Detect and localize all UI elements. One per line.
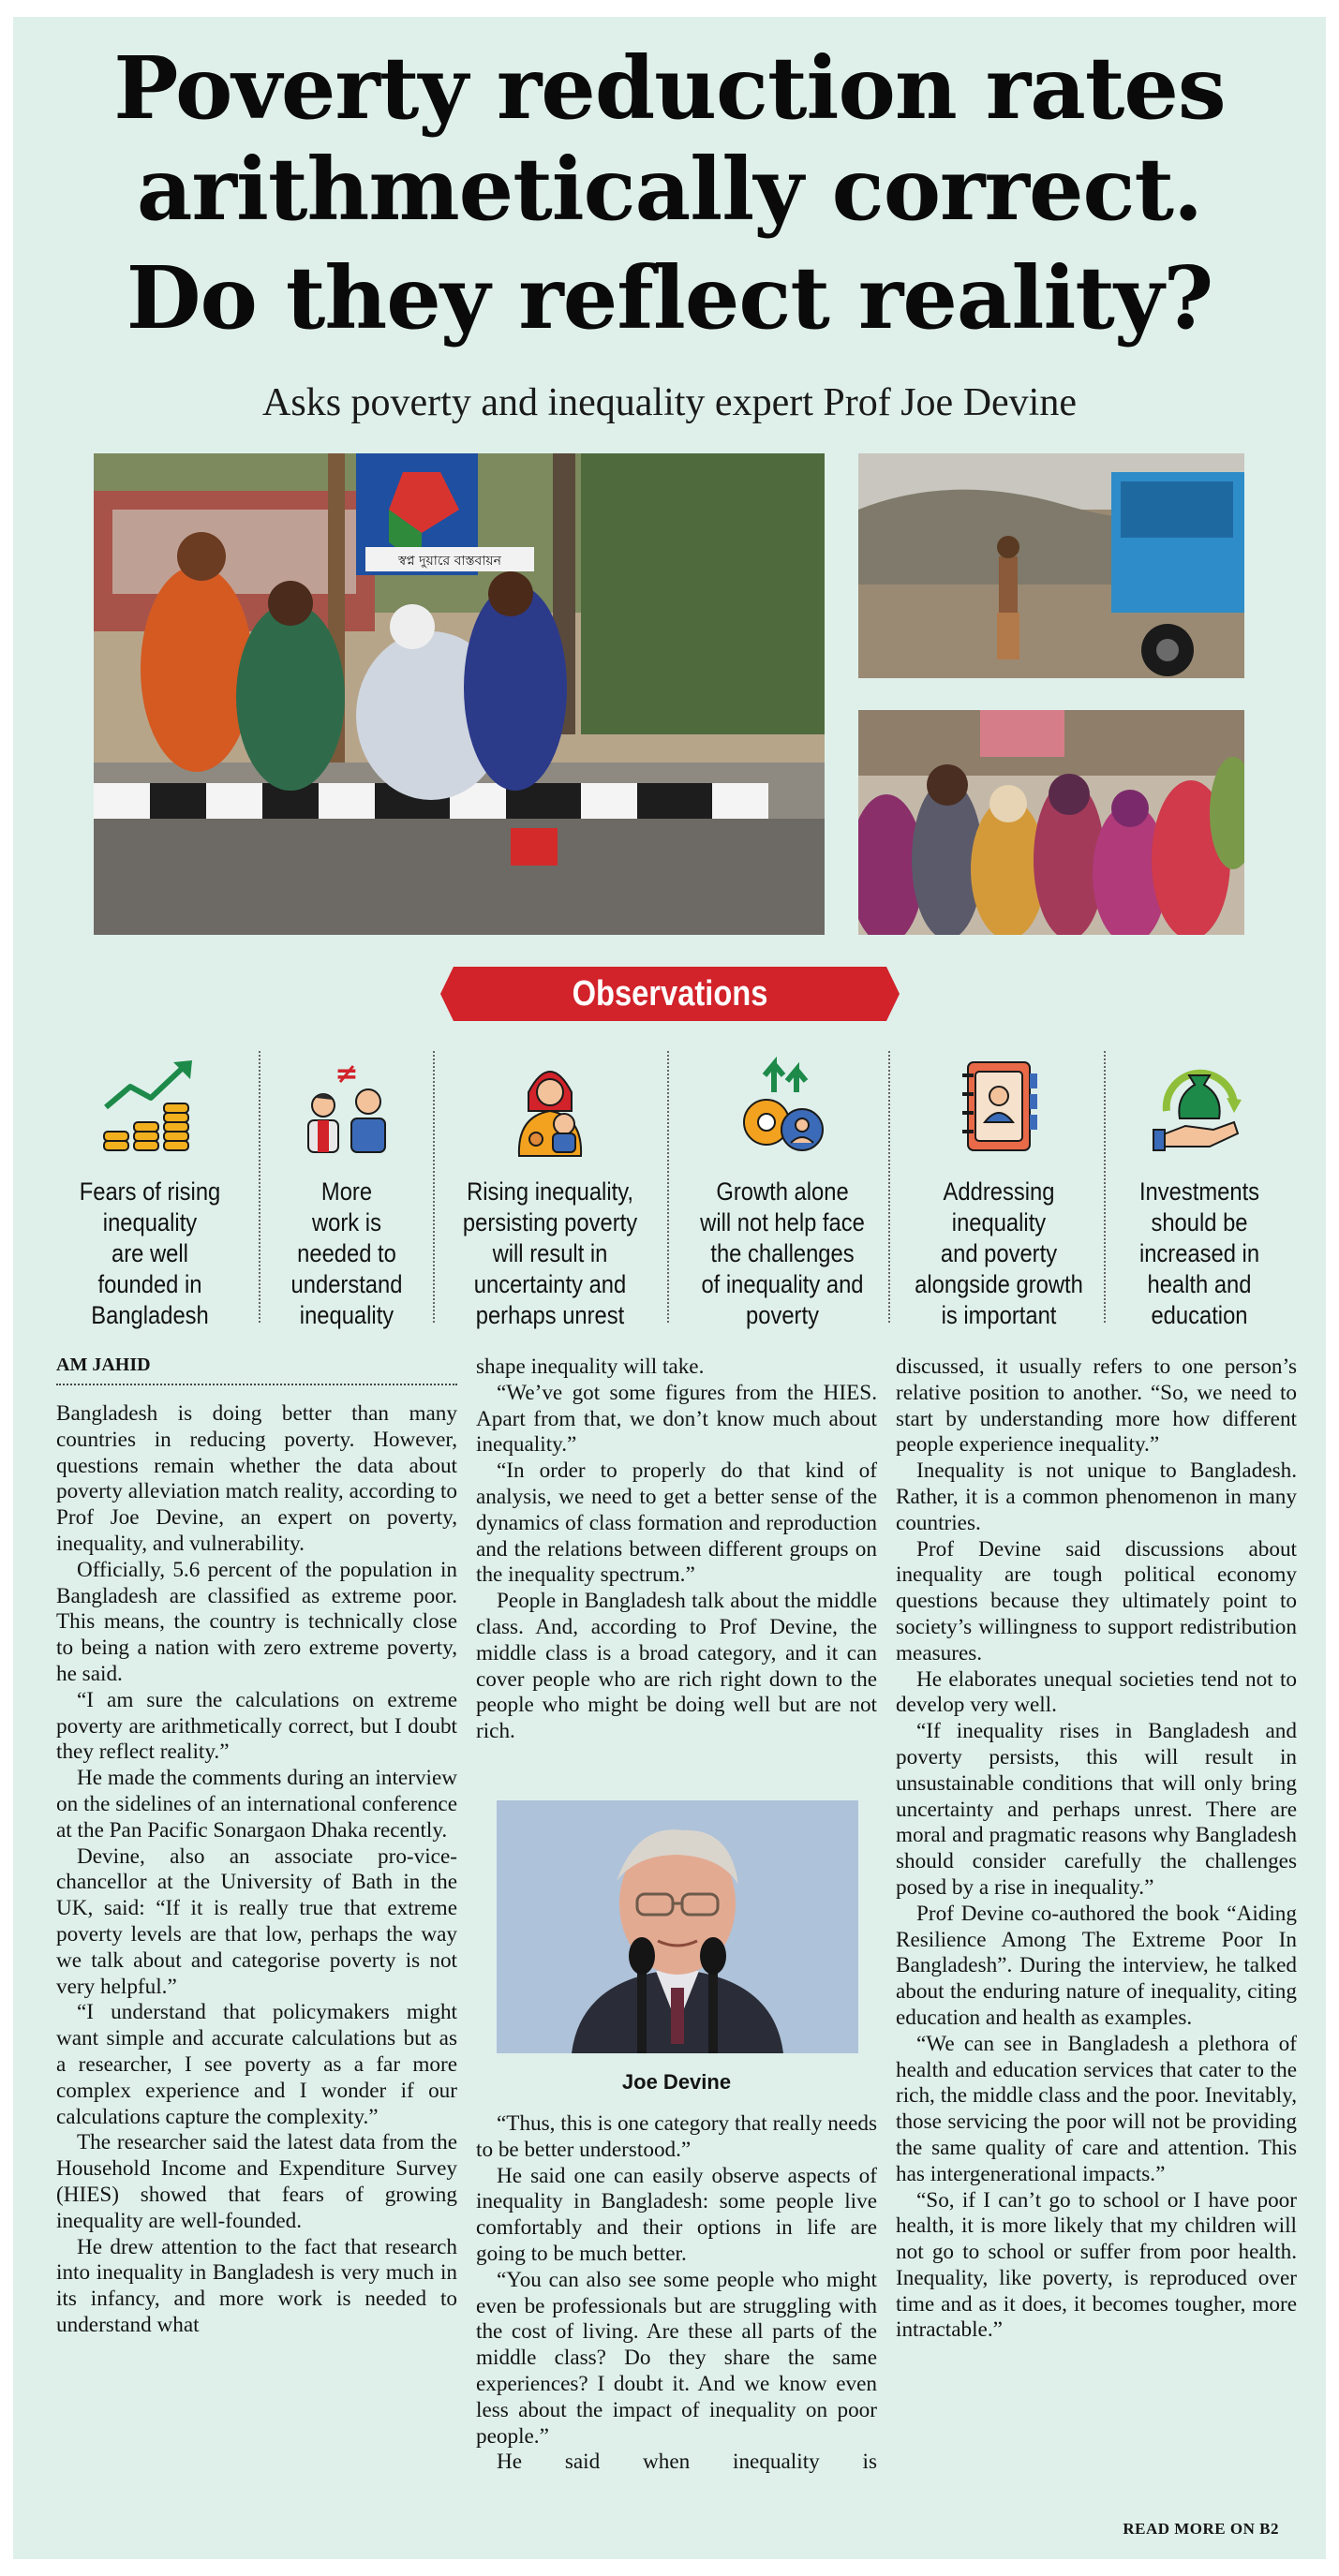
paragraph: “I am sure the calculations on extreme poverty are arithmetically correct, but I doubt they reflect reality.” <box>56 1687 457 1765</box>
growth-gears-icon <box>731 1055 834 1158</box>
paragraph: “We can see in Bangladesh a plethora of health and education services that cater to the rich, the middle class and the poor. Inevitably, those servicing the poor will not be providing the same quality of care and attention. This has intergenerational impacts.” <box>896 2031 1297 2186</box>
headline-line-3: Do they reflect reality? <box>126 247 1213 348</box>
observation-divider <box>667 1051 669 1323</box>
poor-mother-child-icon <box>498 1055 602 1158</box>
observation-text-3: Rising inequality, persisting poverty will result in uncertainty and perhaps unrest <box>462 1177 638 1329</box>
observation-text-6: Investments should be increased in health and education <box>1138 1177 1260 1329</box>
paragraph: People in Bangladesh talk about the middle class. And, according to Prof Devine, the middle class is a broad category, and it can cover people who are rich right down to the people who might be doing well but are not rich. <box>476 1589 877 1744</box>
observation-text-2: More work is needed to understand inequality <box>290 1177 403 1329</box>
photo-roadside-people <box>94 453 825 935</box>
paragraph: Prof Devine co-authored the book “Aiding Resilience Among The Extreme Poor In Bangladesh”. During the interview, he talked about the enduring nature of inequality, citing education and health as examples. <box>896 1901 1297 2030</box>
paragraph: “We’ve got some figures from the HIES. Apart from that, we don’t know much about inequality.” <box>476 1380 877 1458</box>
paragraph: discussed, it usually refers to one person’s relative position to another. “So, we need to start by understanding more how different people experience inequality.” <box>896 1355 1297 1458</box>
portrait-caption: Joe Devine <box>621 2070 732 2094</box>
paragraph: Prof Devine said discussions about inequality are tough political economy questions because they ultimately point to society’s willingness to support redistribution measures. <box>896 1536 1297 1666</box>
paragraph: He elaborates unequal societies tend not to develop very well. <box>896 1666 1297 1718</box>
paragraph: “So, if I can’t go to school or I have poor health, it is more likely that my children will not go to school or suffer from poor health. Inequality, like poverty, is reproduced over time and as it does, it becomes tougher, more intractable.” <box>896 2187 1297 2343</box>
newspaper-page <box>13 17 1326 2559</box>
article-column-2 <box>476 1355 877 1745</box>
observation-text-5: Addressing inequality and poverty alongside growth is important <box>915 1177 1083 1329</box>
unequal-people-icon <box>295 1055 398 1158</box>
observation-text-1: Fears of rising inequality are well founded in Bangladesh <box>79 1177 221 1329</box>
paragraph: “In order to properly do that kind of analysis, we need to get a better sense of the dynamics of class formation and reproduction and the relations between different groups on the inequality spectrum.” <box>476 1458 877 1588</box>
paragraph: He drew attention to the fact that research into inequality in Bangladesh is very much in its infancy, and more work is needed to understand what <box>56 2234 457 2337</box>
read-more-link[interactable]: READ MORE ON B2 <box>1123 2520 1279 2538</box>
headline-line-1: Poverty reduction rates <box>113 37 1226 139</box>
rising-chart-coins-icon <box>98 1055 201 1158</box>
roadside-sign-text: স্বপ্ন দুয়ারে বাস্তবায়ন <box>398 554 501 569</box>
observation-divider <box>1104 1051 1106 1323</box>
observation-item-3 <box>446 1055 654 1329</box>
paragraph: He said when inequality is <box>497 2450 877 2475</box>
observation-text-4: Growth alone will not help face the challenges of inequality and poverty <box>700 1177 865 1329</box>
investment-bag-hand-icon <box>1148 1055 1251 1158</box>
observation-item-1 <box>56 1055 244 1329</box>
observation-item-4 <box>678 1055 886 1329</box>
observation-divider <box>259 1051 260 1323</box>
byline: AM JAHID <box>56 1355 457 1385</box>
paragraph: Devine, also an associate pro-vice-chancellor at the University of Bath in the UK, said: “If it is really true that extreme poverty levels are that low, perhaps the way we talk about and categorise poverty is not very helpful.” <box>56 1843 457 1999</box>
paragraph: “Thus, this is one category that really needs to be better understood.” <box>476 2111 877 2162</box>
paragraph: He said one can easily observe aspects of inequality in Bangladesh: some people live comfortably and their options in life are going to be much better. <box>476 2163 877 2266</box>
paragraph: “If inequality rises in Bangladesh and poverty persists, this will result in unsustainable conditions that will only bring uncertainty and perhaps unrest. There are moral and pragmatic reasons why Bangladesh should consider carefully the challenges posed by a rise in inequality.” <box>896 1719 1297 1900</box>
paragraph: shape inequality will take. <box>476 1355 705 1379</box>
svg-text:≠: ≠ <box>335 1058 359 1090</box>
portrait-joe-devine <box>497 1800 858 2053</box>
paragraph: Inequality is not unique to Bangladesh. Rather, it is a common phenomenon in many countries. <box>896 1458 1297 1535</box>
article-column-2-continued <box>476 2111 877 2476</box>
notebook-person-icon <box>947 1055 1050 1158</box>
observation-item-2 <box>272 1055 422 1329</box>
observations-title: Observations <box>572 974 768 1014</box>
headline-line-2: arithmetically correct. <box>136 139 1203 240</box>
article-column-1 <box>56 1401 457 2339</box>
paragraph: “You can also see some people who might even be professionals but are struggling with the cost of living. Are these all parts of the middle class? Do they share the same experiences? I doubt it. And we know even less about the impact of inequality on poor people.” <box>476 2267 877 2449</box>
photo-women-crowd <box>858 710 1244 935</box>
paragraph: The researcher said the latest data from the Household Income and Expenditure Survey (HIES) showed that fears of growing inequality are well-founded. <box>56 2130 457 2233</box>
article-column-3 <box>896 1355 1297 2344</box>
paragraph: Bangladesh is doing better than many countries in reducing poverty. However, questions remain whether the data about poverty alleviation match reality, according to Prof Joe Devine, an expert on poverty, inequality, and vulnerability. <box>56 1401 457 1556</box>
subheadline: Asks poverty and inequality expert Prof Joe Devine <box>262 381 1077 424</box>
paragraph: “I understand that policymakers might want simple and accurate calculations but as a researcher, I see poverty as a far more complex experience and I wonder if our calculations capture the complexity.” <box>56 2000 457 2129</box>
photo-child-at-dump <box>858 453 1244 678</box>
paragraph: Officially, 5.6 percent of the population in Bangladesh are classified as extreme poor. This means, the country is technically close to being a nation with zero extreme poverty, he said. <box>56 1557 457 1686</box>
observation-divider <box>888 1051 890 1323</box>
observation-divider <box>433 1051 435 1323</box>
observation-item-6 <box>1115 1055 1284 1329</box>
paragraph: He made the comments during an interview on the sidelines of an international conference at the Pan Pacific Sonargaon Dhaka recently. <box>56 1766 457 1843</box>
observation-item-5 <box>900 1055 1098 1329</box>
